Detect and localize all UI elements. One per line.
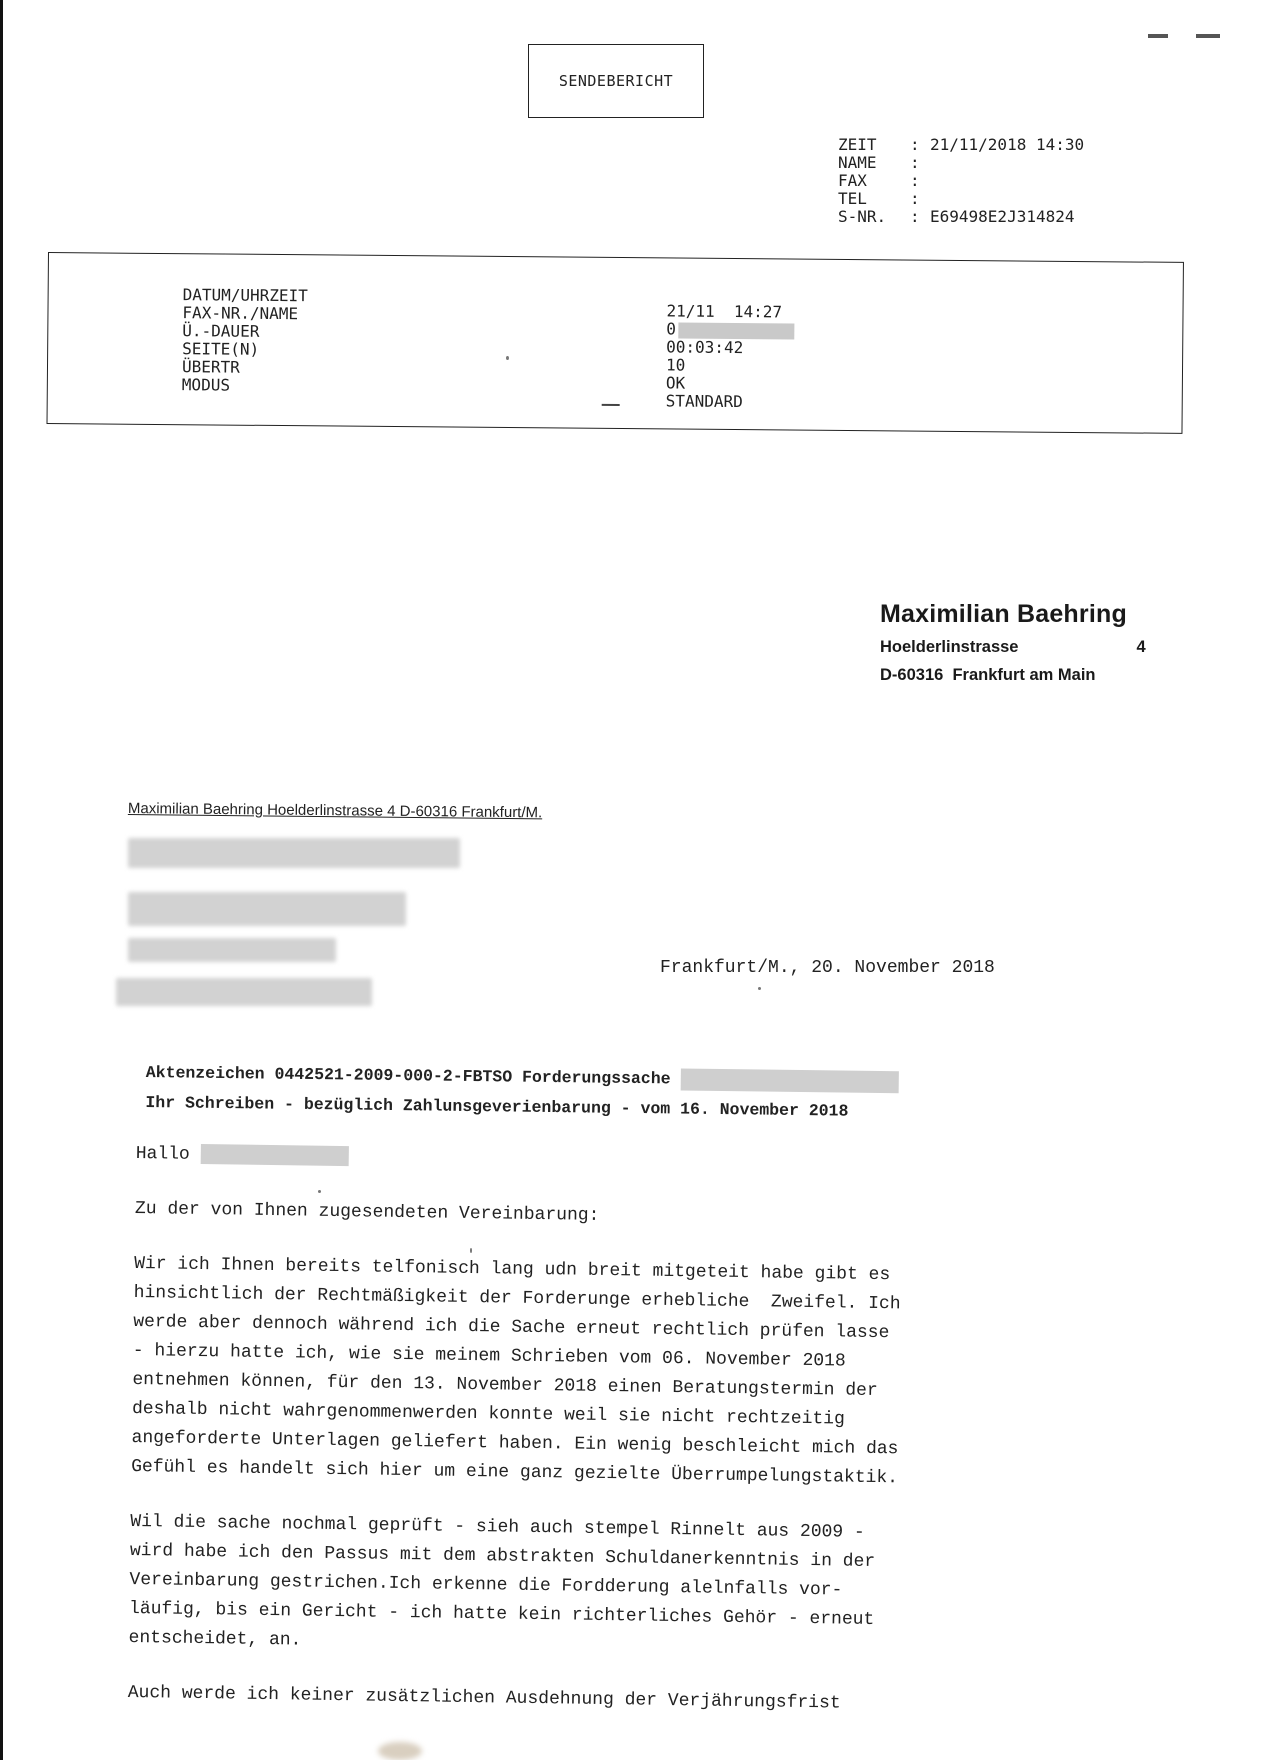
tx-label: SEITE(N) <box>182 339 260 359</box>
tx-value: 0 <box>666 319 677 339</box>
body-line: Wir ich Ihnen bereits telfonisch lang udn breit mitgeteit habe gibt es <box>134 1253 891 1286</box>
header-row-fax <box>838 172 1084 190</box>
sender-name: Maximilian Baehring <box>880 600 1127 628</box>
report-title: SENDEBERICHT <box>528 44 704 118</box>
body-line: läufig, bis ein Gericht - ich hatte kein richterliches Gehör - erneut <box>128 1598 875 1631</box>
header-row-serial <box>838 208 1084 226</box>
scan-mark <box>1196 34 1220 38</box>
tx-label: Ü.-DAUER <box>182 321 260 341</box>
body-line: wird habe ich den Passus mit dem abstrakten Schuldanerkenntnis in der <box>129 1540 876 1573</box>
header-sep: : <box>910 153 920 172</box>
sender-street-line <box>880 638 1146 657</box>
header-row-name <box>838 154 1084 172</box>
body-line: entscheidet, an. <box>128 1627 302 1651</box>
scan-speck <box>318 1190 321 1193</box>
body-line: Vereinbarung gestrichen.Ich erkenne die Fordderung alelnfalls vor- <box>129 1569 843 1601</box>
salutation: Hallo <box>135 1143 190 1165</box>
subject-reference: Aktenzeichen 0442521-2009-000-2-FBTSO Forderungssache <box>145 1062 671 1089</box>
scan-stain <box>378 1742 422 1760</box>
tx-value: STANDARD <box>665 391 743 412</box>
tx-value: 10 <box>665 355 686 375</box>
tx-label: MODUS <box>181 375 231 395</box>
scan-speck <box>470 1248 472 1253</box>
tx-value: 00:03:42 <box>666 337 744 358</box>
sender-street: Hoelderlinstrasse <box>880 638 1019 656</box>
redacted-recipient-line <box>128 838 460 868</box>
subject-block <box>145 1058 898 1127</box>
body-line: Gefühl es handelt sich hier um eine ganz gezielte Überrumpelungstaktik. <box>131 1456 899 1489</box>
letter-date: Frankfurt/M., 20. November 2018 <box>660 958 995 978</box>
header-sep: : <box>910 189 920 208</box>
sender-city: D-60316 Frankfurt am Main <box>880 666 1096 684</box>
tx-label: FAX-NR./NAME <box>182 303 299 324</box>
scan-speck <box>506 356 509 360</box>
redacted-recipient-line <box>116 978 372 1006</box>
sender-letterhead <box>880 600 1146 685</box>
fax-header-info <box>838 136 1084 226</box>
body-line: werde aber dennoch während ich die Sache erneut rechtlich prüfen lasse <box>133 1311 890 1344</box>
transmission-box <box>46 252 1183 434</box>
paragraph-1 <box>131 1250 1094 1496</box>
header-value: E69498E2J314824 <box>930 207 1075 226</box>
redacted-recipient-line <box>128 938 336 962</box>
scan-mark <box>1148 34 1168 38</box>
transmission-values <box>666 302 795 411</box>
body-line: Wil die sache nochmal geprüft - sieh auch stempel Rinnelt aus 2009 - <box>130 1511 865 1543</box>
tx-label: ÜBERTR <box>181 357 240 377</box>
body-line: Auch werde ich keiner zusätzlichen Ausdehnung der Verjährungsfrist <box>127 1682 841 1714</box>
body-line: angeforderte Unterlagen geliefert haben. Ein wenig beschleicht mich das <box>131 1427 899 1460</box>
tx-value: OK <box>665 373 686 393</box>
body-line: deshalb nicht wahrgenommenwerden konnte weil sie nicht rechtzeitig <box>131 1398 846 1430</box>
header-sep: : <box>910 207 920 226</box>
header-key: ZEIT <box>838 135 877 154</box>
subject-line-regarding: Ihr Schreiben - bezüglich Zahlunsgeverienbarung - vom 16. November 2018 <box>145 1092 849 1121</box>
header-sep: : <box>910 171 920 190</box>
transmission-labels <box>182 286 308 395</box>
tx-label: DATUM/UHRZEIT <box>182 285 308 306</box>
return-address: Maximilian Baehring Hoelderlinstrasse 4 D-60316 Frankfurt/M. <box>127 800 543 822</box>
header-key: FAX <box>838 171 867 190</box>
redaction-block <box>680 1068 898 1093</box>
header-row-tel <box>838 190 1084 208</box>
redaction-block <box>200 1144 348 1166</box>
body-line: - hierzu hatte ich, wie sie meinem Schrieben vom 06. November 2018 <box>132 1340 846 1372</box>
sender-house-number: 4 <box>1136 638 1146 656</box>
header-row-time <box>838 136 1084 154</box>
scan-edge <box>0 0 3 1760</box>
header-key: NAME <box>838 153 877 172</box>
body-line: entnehmen können, für den 13. November 2018 einen Beratungstermin der <box>132 1369 878 1402</box>
redaction-block <box>678 322 794 339</box>
tx-value: 21/11 14:27 <box>666 301 783 322</box>
header-key: S-NR. <box>838 207 887 226</box>
body-line: hinsichtlich der Rechtmäßigkeit der Forderunge erhebliche Zweifel. Ich <box>133 1282 901 1315</box>
letter-body <box>128 1140 1096 1722</box>
intro-line: Zu der von Ihnen zugesendeten Vereinbarung: <box>134 1198 600 1226</box>
header-sep: : <box>910 135 920 154</box>
paragraph-2 <box>128 1508 1090 1667</box>
scan-mark <box>602 404 620 406</box>
header-value: 21/11/2018 14:30 <box>930 135 1085 154</box>
header-key: TEL <box>838 189 867 208</box>
redacted-recipient-line <box>128 892 406 926</box>
scan-speck <box>758 987 761 990</box>
